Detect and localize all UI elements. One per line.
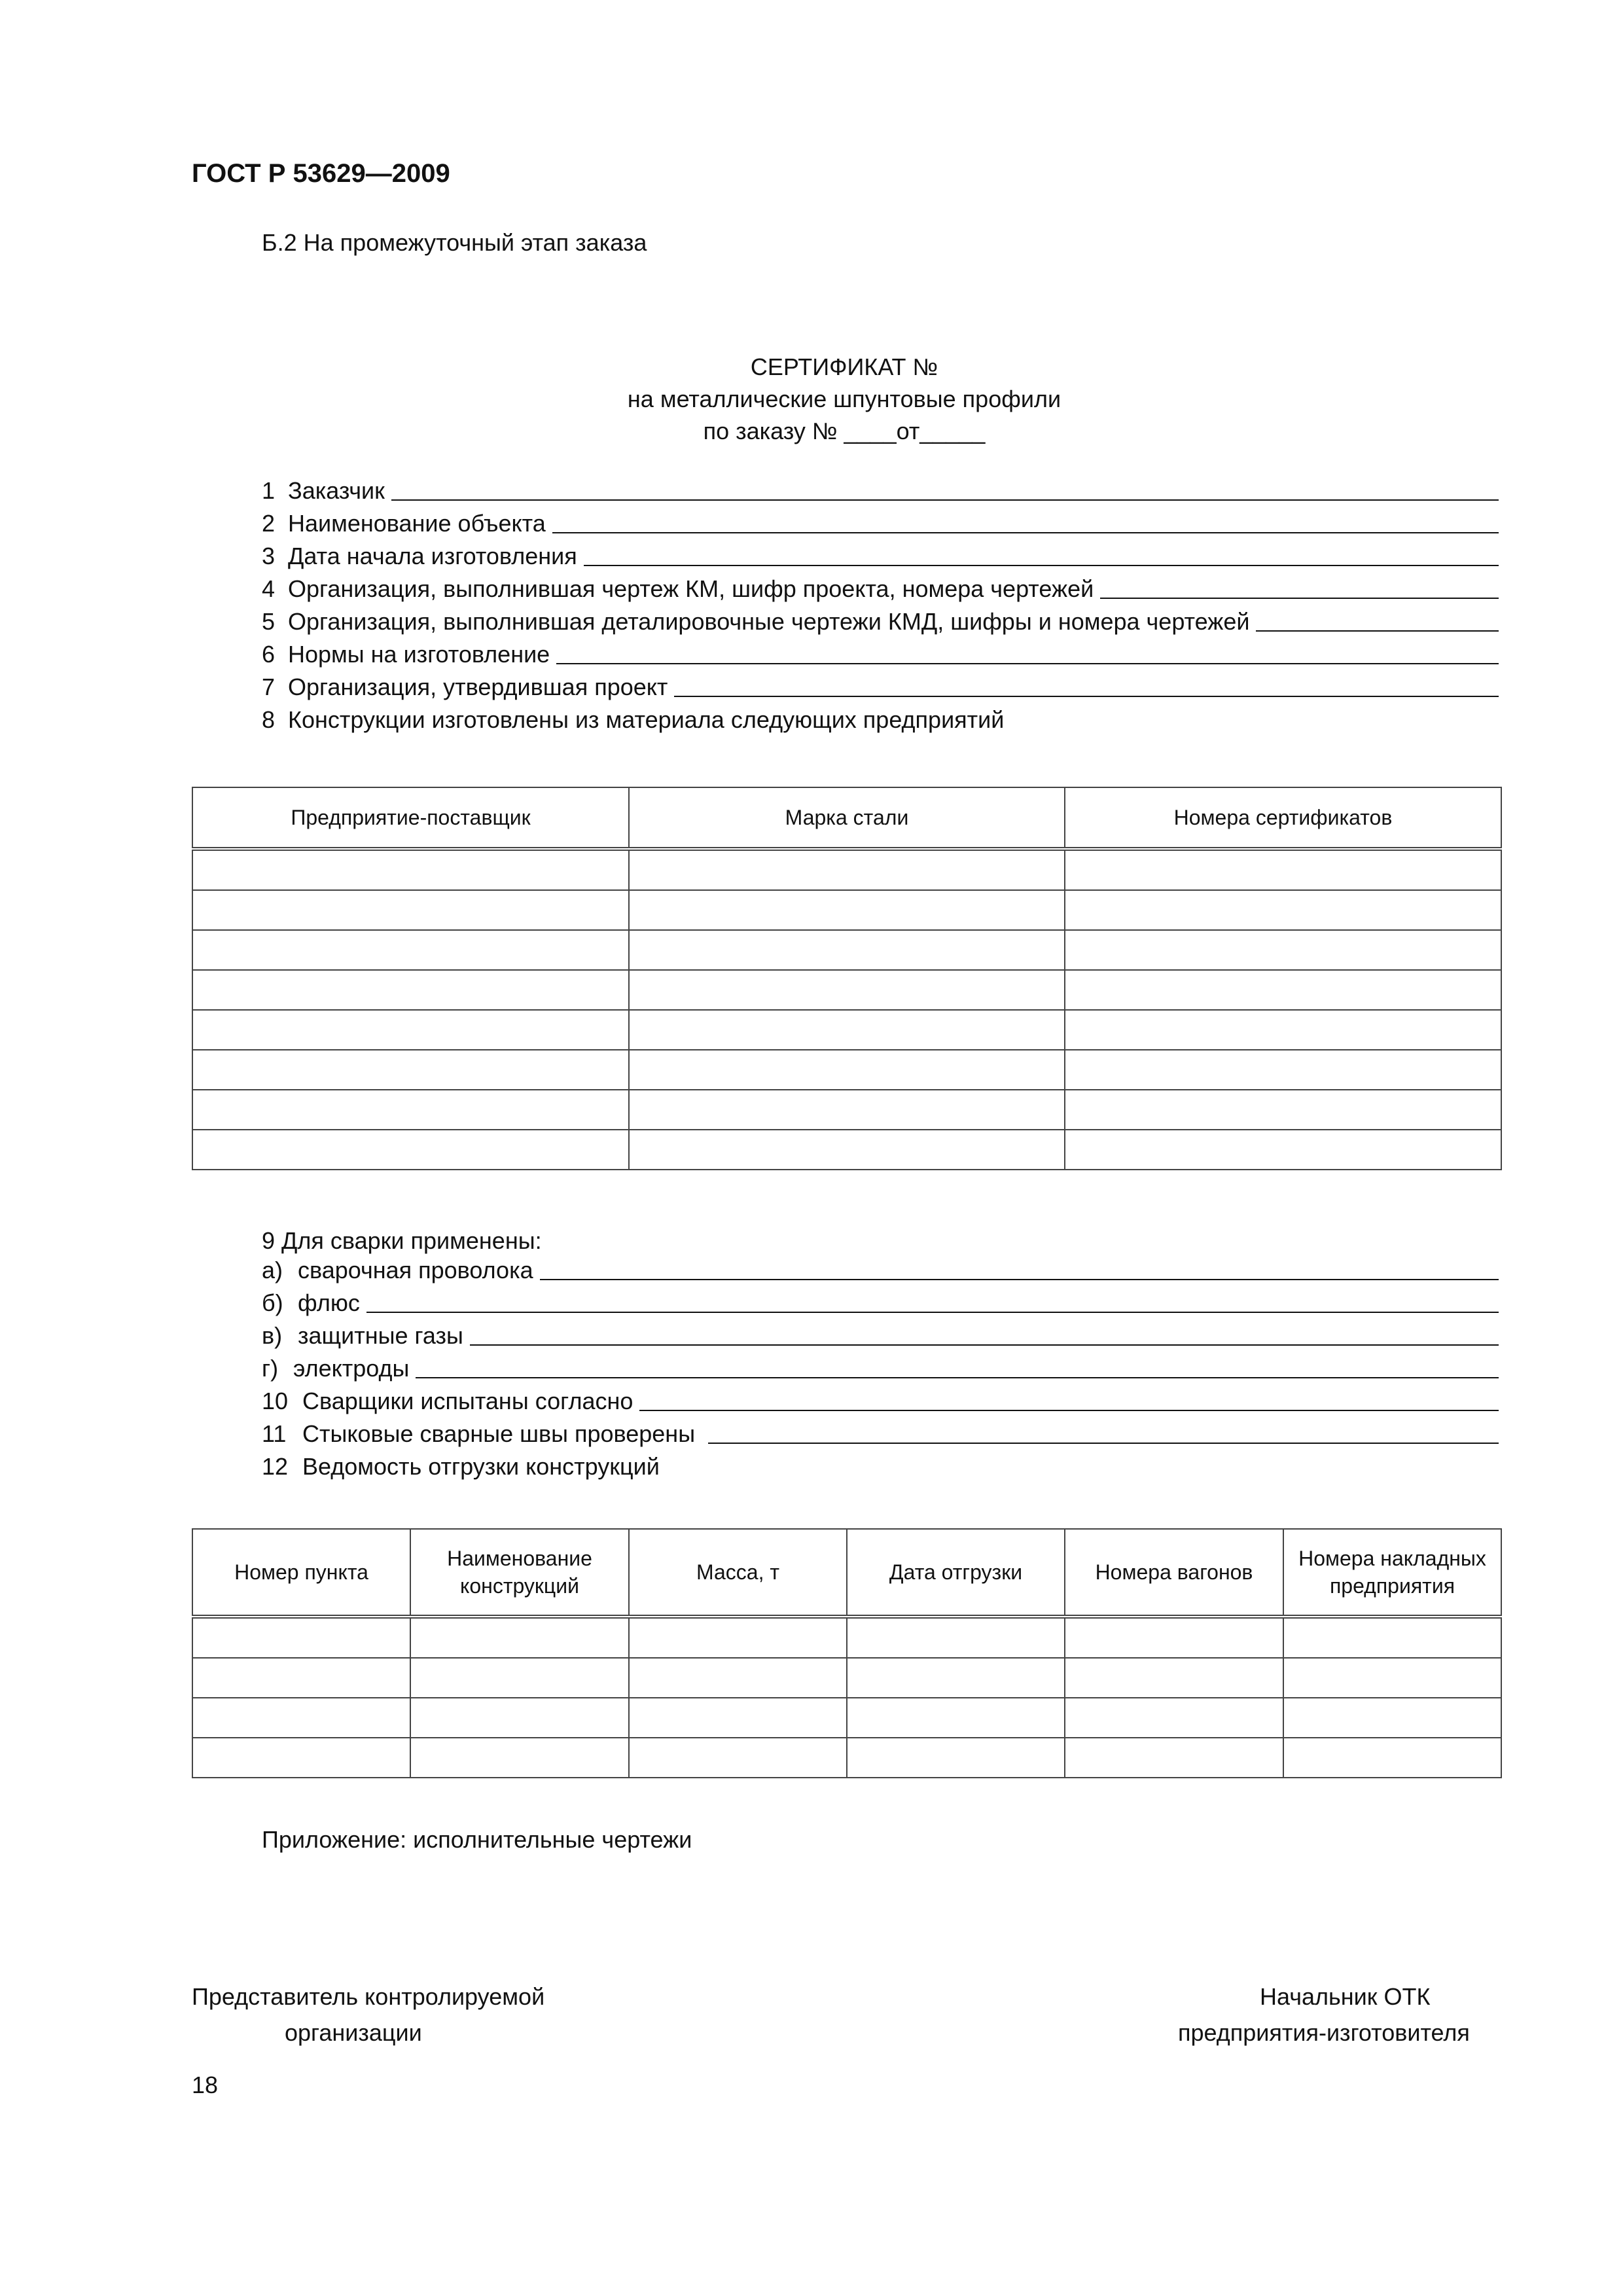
table-cell[interactable] [192, 970, 629, 1010]
field-label: Нормы на изготовление [288, 641, 550, 668]
field-number: 10 [262, 1388, 289, 1414]
field-label: защитные газы [298, 1322, 463, 1349]
table-cell[interactable] [629, 1617, 847, 1658]
table-cell[interactable] [629, 1010, 1065, 1050]
table-cell[interactable] [410, 1658, 629, 1698]
table-cell[interactable] [629, 1698, 847, 1738]
field-number: 12 [262, 1453, 289, 1480]
table-row [192, 1010, 1501, 1050]
table-cell[interactable] [629, 1738, 847, 1778]
fill-in-line[interactable] [391, 477, 1499, 501]
field-butt-welds-checked [262, 1415, 1499, 1448]
table-row [192, 1090, 1501, 1130]
fill-in-line[interactable] [1256, 608, 1499, 632]
field-number: 7 [262, 673, 276, 700]
fill-in-line[interactable] [584, 543, 1499, 566]
certificate-subtitle: на металлические шпунтовые профили [627, 386, 1061, 412]
table-cell[interactable] [629, 930, 1065, 970]
signature-left-title: Представитель контролируемой [192, 1983, 545, 2010]
table-row [192, 1050, 1501, 1090]
appendix-note: Приложение: исполнительные чертежи [262, 1826, 692, 1853]
field-label: флюс [298, 1289, 360, 1316]
table-cell[interactable] [192, 1050, 629, 1090]
field-number: 5 [262, 608, 276, 635]
table-row [192, 1698, 1501, 1738]
signature-right-subtitle: предприятия-изготовителя [1178, 2019, 1470, 2046]
column-header: Дата отгрузки [847, 1529, 1065, 1617]
field-shielding-gases [262, 1317, 1499, 1350]
table-cell[interactable] [192, 1010, 629, 1050]
field-label: Дата начала изготовления [288, 543, 577, 569]
table-cell[interactable] [1283, 1658, 1501, 1698]
table-cell[interactable] [410, 1698, 629, 1738]
table-cell[interactable] [847, 1698, 1065, 1738]
table-row [192, 890, 1501, 930]
table-cell[interactable] [192, 1090, 629, 1130]
field-material-suppliers [262, 701, 1499, 734]
table-row [192, 1738, 1501, 1778]
field-number: 6 [262, 641, 276, 668]
table-cell[interactable] [1065, 890, 1501, 930]
field-label: Организация, выполнившая деталировочные чертежи КМД, шифры и номера чертежей [288, 608, 1250, 635]
field-number: 3 [262, 543, 276, 569]
field-label: Заказчик [288, 477, 385, 504]
column-header: Наименование конструкций [410, 1529, 629, 1617]
table-cell[interactable] [192, 1658, 410, 1698]
field-label: сварочная проволока [298, 1257, 533, 1283]
table-cell[interactable] [1065, 1010, 1501, 1050]
table-header-row [192, 787, 1501, 849]
signature-left-subtitle: организации [285, 2019, 422, 2046]
table-header-row [192, 1529, 1501, 1617]
fill-in-line[interactable] [556, 641, 1499, 664]
signature-right-title: Начальник ОТК [1260, 1983, 1431, 2010]
column-header: Предприятие-поставщик [192, 787, 629, 849]
welding-intro: 9 Для сварки применены: [262, 1227, 542, 1254]
fill-in-line[interactable] [639, 1388, 1499, 1411]
table-cell[interactable] [1065, 1090, 1501, 1130]
table-cell[interactable] [192, 849, 629, 890]
table-row [192, 1617, 1501, 1658]
table-cell[interactable] [1065, 1698, 1283, 1738]
table-cell[interactable] [192, 1738, 410, 1778]
field-label: Организация, выполнившая чертеж КМ, шифр проекта, номера чертежей [288, 575, 1094, 602]
table-row [192, 930, 1501, 970]
field-number: б) [262, 1289, 283, 1316]
column-header: Номера вагонов [1065, 1529, 1283, 1617]
field-number: 2 [262, 510, 276, 537]
table-cell[interactable] [629, 1130, 1065, 1170]
section-title: Б.2 На промежуточный этап заказа [262, 229, 647, 256]
table-cell[interactable] [1283, 1738, 1501, 1778]
field-electrodes [262, 1350, 1499, 1382]
field-flux [262, 1284, 1499, 1317]
table-cell[interactable] [629, 1090, 1065, 1130]
field-kmd-organization [262, 603, 1499, 636]
fill-in-line[interactable] [366, 1289, 1499, 1313]
table-cell[interactable] [192, 1617, 410, 1658]
fill-in-line[interactable] [1100, 575, 1499, 599]
column-header: Марка стали [629, 787, 1065, 849]
field-label: электроды [293, 1355, 410, 1382]
field-start-date [262, 537, 1499, 570]
table-cell[interactable] [410, 1617, 629, 1658]
table-row [192, 970, 1501, 1010]
table-row [192, 1130, 1501, 1170]
table-cell[interactable] [192, 930, 629, 970]
table-cell[interactable] [1283, 1617, 1501, 1658]
table-cell[interactable] [629, 1658, 847, 1698]
field-label: Ведомость отгрузки конструкций [302, 1453, 660, 1480]
field-number: в) [262, 1322, 283, 1349]
fill-in-line[interactable] [540, 1257, 1499, 1280]
table-cell[interactable] [1065, 1617, 1283, 1658]
certificate-title: СЕРТИФИКАТ № [750, 353, 938, 380]
page-number: 18 [192, 2072, 219, 2098]
field-norms [262, 636, 1499, 668]
fill-in-line[interactable] [552, 510, 1499, 533]
field-label: Наименование объекта [288, 510, 546, 537]
field-customer [262, 472, 1499, 505]
table-cell[interactable] [192, 1130, 629, 1170]
table-cell[interactable] [847, 1738, 1065, 1778]
fill-in-line[interactable] [470, 1322, 1499, 1346]
column-header: Номера сертификатов [1065, 787, 1501, 849]
field-number: 1 [262, 477, 276, 504]
field-number: 11 [262, 1420, 287, 1447]
document-header: ГОСТ Р 53629—2009 [192, 159, 450, 188]
table-cell[interactable] [192, 890, 629, 930]
fill-in-line[interactable] [674, 673, 1499, 697]
table-cell[interactable] [847, 1617, 1065, 1658]
certificate-order-line: по заказу № ____от_____ [703, 418, 986, 444]
suppliers-table [192, 787, 1502, 1170]
field-welding-wire [262, 1251, 1499, 1284]
field-number: г) [262, 1355, 279, 1382]
table-cell[interactable] [1065, 1050, 1501, 1090]
field-object-name [262, 505, 1499, 537]
field-number: а) [262, 1257, 283, 1283]
table-cell[interactable] [1065, 930, 1501, 970]
field-label: Сварщики испытаны согласно [302, 1388, 633, 1414]
table-cell[interactable] [192, 1698, 410, 1738]
table-cell[interactable] [1065, 1130, 1501, 1170]
column-header: Номер пункта [192, 1529, 410, 1617]
table-row [192, 849, 1501, 890]
field-number: 4 [262, 575, 276, 602]
shipment-table [192, 1528, 1502, 1778]
table-cell[interactable] [410, 1738, 629, 1778]
field-label: Конструкции изготовлены из материала следующих предприятий [288, 706, 1005, 733]
fill-in-line[interactable] [708, 1420, 1499, 1444]
field-km-organization [262, 570, 1499, 603]
table-cell[interactable] [629, 1050, 1065, 1090]
field-shipment-list [262, 1448, 1499, 1480]
table-cell[interactable] [1283, 1698, 1501, 1738]
table-cell[interactable] [847, 1658, 1065, 1698]
table-cell[interactable] [1065, 1738, 1283, 1778]
field-label: Организация, утвердившая проект [288, 673, 668, 700]
field-number: 8 [262, 706, 276, 733]
fill-in-line[interactable] [416, 1355, 1499, 1378]
table-cell[interactable] [1065, 1658, 1283, 1698]
field-approving-organization [262, 668, 1499, 701]
table-cell[interactable] [629, 970, 1065, 1010]
table-row [192, 1658, 1501, 1698]
column-header: Масса, т [629, 1529, 847, 1617]
table-cell[interactable] [1065, 849, 1501, 890]
field-label: Стыковые сварные швы проверены [302, 1420, 696, 1447]
table-cell[interactable] [629, 890, 1065, 930]
field-welders-tested [262, 1382, 1499, 1415]
table-cell[interactable] [629, 849, 1065, 890]
table-cell[interactable] [1065, 970, 1501, 1010]
column-header: Номера накладных предприятия [1283, 1529, 1501, 1617]
